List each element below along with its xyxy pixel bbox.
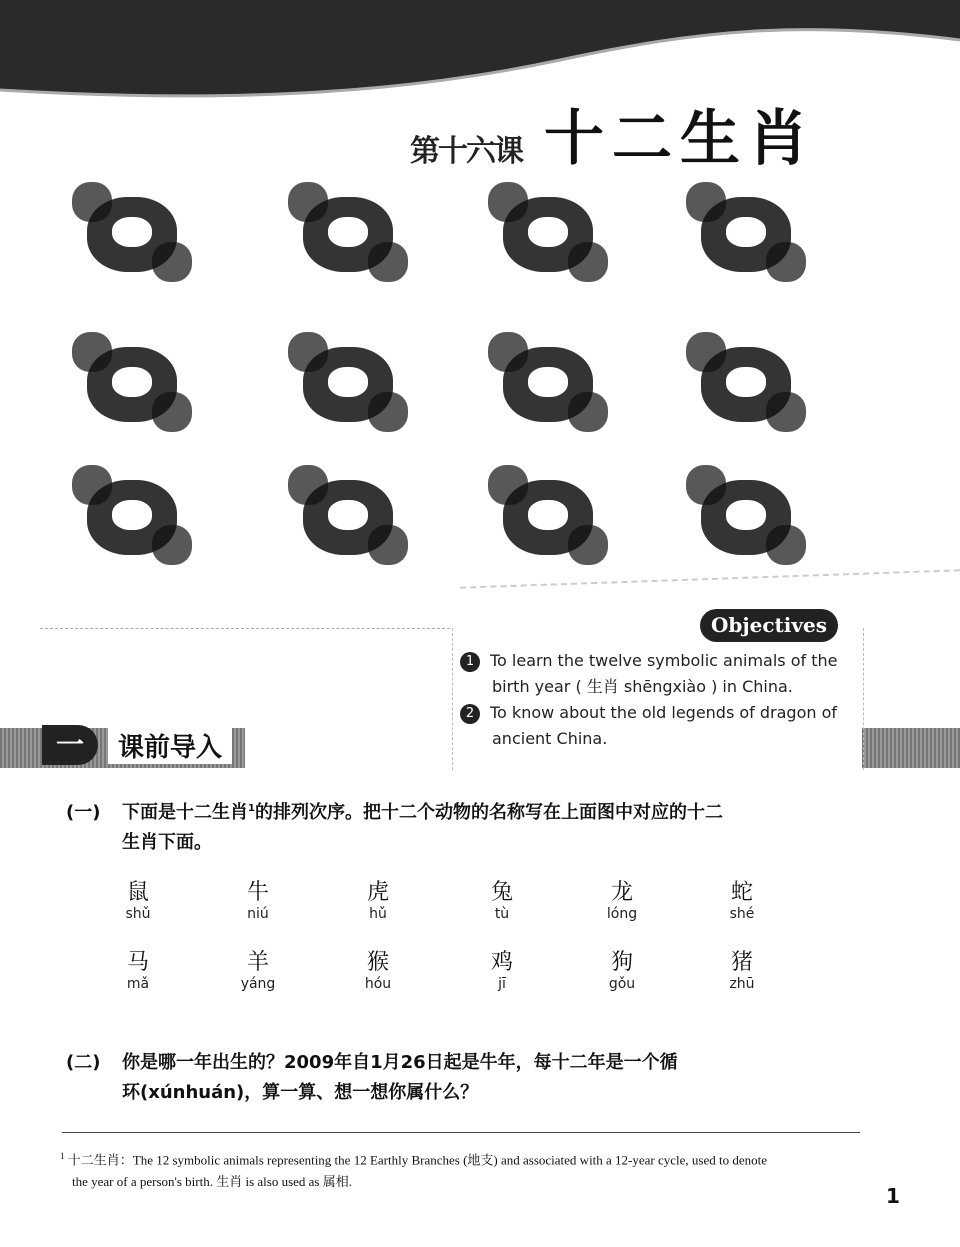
paper-cut-image <box>478 172 618 297</box>
footnote-mark: 1 <box>60 1151 65 1161</box>
paper-cut-image <box>278 172 418 297</box>
paper-cut-image <box>478 322 618 447</box>
animal-pinyin: tù <box>494 906 510 922</box>
paper-cut-image <box>62 322 202 447</box>
animal-hanzi: 鸡 <box>490 950 513 975</box>
animal-item <box>582 950 662 992</box>
animal-item <box>98 950 178 992</box>
footnote-text: the year of a person's birth. 生肖 is also used as 属相. <box>72 1174 352 1190</box>
objective-2 <box>460 700 850 752</box>
objective-text: ancient China. <box>492 729 608 748</box>
animal-item <box>338 880 418 922</box>
animal-item <box>702 880 782 922</box>
page-number: 1 <box>886 1184 900 1208</box>
animal-item <box>218 880 298 922</box>
number-badge: 2 <box>460 704 480 724</box>
animal-hanzi: 马 <box>126 950 149 975</box>
question-text: 生肖下面。 <box>122 832 212 853</box>
animal-item <box>582 880 662 922</box>
section-title: 课前导入 <box>108 727 232 764</box>
animal-pinyin: gǒu <box>608 976 636 992</box>
paper-cut-image <box>278 455 418 580</box>
paper-cut-image <box>62 455 202 580</box>
question-label: (二) <box>66 1052 101 1073</box>
objective-text: To know about the old legends of dragon of <box>490 703 838 722</box>
paper-cut-image <box>676 322 816 447</box>
animal-hanzi: 牛 <box>246 880 269 905</box>
animal-pinyin: lóng <box>606 906 638 922</box>
section-band-right <box>862 728 960 768</box>
objectives-badge: Objectives <box>700 609 838 642</box>
animal-hanzi: 狗 <box>610 950 633 975</box>
footnote <box>60 1145 860 1193</box>
question-label: (一) <box>66 802 101 823</box>
animal-item <box>462 880 542 922</box>
lesson-heading: 十二生肖 <box>544 104 816 174</box>
animal-item <box>338 950 418 992</box>
paper-cut-image <box>278 322 418 447</box>
question-text: 的排列次序。把十二个动物的名称写在上面图中对应的十二 <box>254 802 723 823</box>
animal-hanzi: 蛇 <box>730 880 753 905</box>
animal-hanzi: 兔 <box>490 880 513 905</box>
animal-hanzi: 猪 <box>730 950 753 975</box>
question-text: 你是哪一年出生的？2009年自1月26日起是牛年，每十二年是一个循 <box>122 1052 678 1073</box>
objective-text: To learn the twelve symbolic animals of the <box>490 651 838 670</box>
question-text: 下面是十二生肖 <box>122 802 248 823</box>
animal-item <box>218 950 298 992</box>
question-2 <box>66 1048 866 1108</box>
animal-pinyin: yáng <box>240 976 276 992</box>
animal-pinyin: hǔ <box>369 906 387 922</box>
objective-text: birth year ( 生肖 shēngxiào ) in China. <box>492 677 793 696</box>
animal-pinyin: shé <box>729 906 755 922</box>
animal-pinyin: mǎ <box>126 976 150 992</box>
footnote-ref: 1 <box>248 803 255 814</box>
section-header <box>42 725 232 765</box>
animal-pinyin: shǔ <box>125 906 151 922</box>
lesson-number: 第十六课 <box>410 134 522 169</box>
animal-hanzi: 虎 <box>366 880 389 905</box>
question-1 <box>66 794 866 858</box>
animal-hanzi: 羊 <box>246 950 269 975</box>
objective-1 <box>460 648 850 700</box>
lesson-title <box>410 104 816 174</box>
question-text: 环(xúnhuán)，算一算、想一想你属什么？ <box>122 1082 479 1103</box>
animal-hanzi: 龙 <box>610 880 633 905</box>
animal-pinyin: jī <box>498 976 506 992</box>
header-wave-band <box>0 0 960 110</box>
paper-cut-image <box>676 172 816 297</box>
paper-cut-image <box>478 455 618 580</box>
animal-item <box>98 880 178 922</box>
animal-item <box>462 950 542 992</box>
footnote-rule <box>62 1132 860 1133</box>
animal-hanzi: 猴 <box>366 950 389 975</box>
animal-pinyin: niú <box>247 906 269 922</box>
animal-pinyin: hóu <box>364 976 392 992</box>
paper-cut-image <box>676 455 816 580</box>
animal-item <box>702 950 782 992</box>
animal-pinyin: zhū <box>729 976 755 992</box>
paper-cut-image <box>62 172 202 297</box>
footnote-text: 十二生肖：The 12 symbolic animals representing the 12 Earthly Branches (地支) and associated with a 12-year cycle, used to denote <box>67 1152 768 1168</box>
number-badge: 1 <box>460 652 480 672</box>
divider <box>40 628 450 629</box>
animal-hanzi: 鼠 <box>126 880 149 905</box>
section-number: 一 <box>42 725 98 765</box>
